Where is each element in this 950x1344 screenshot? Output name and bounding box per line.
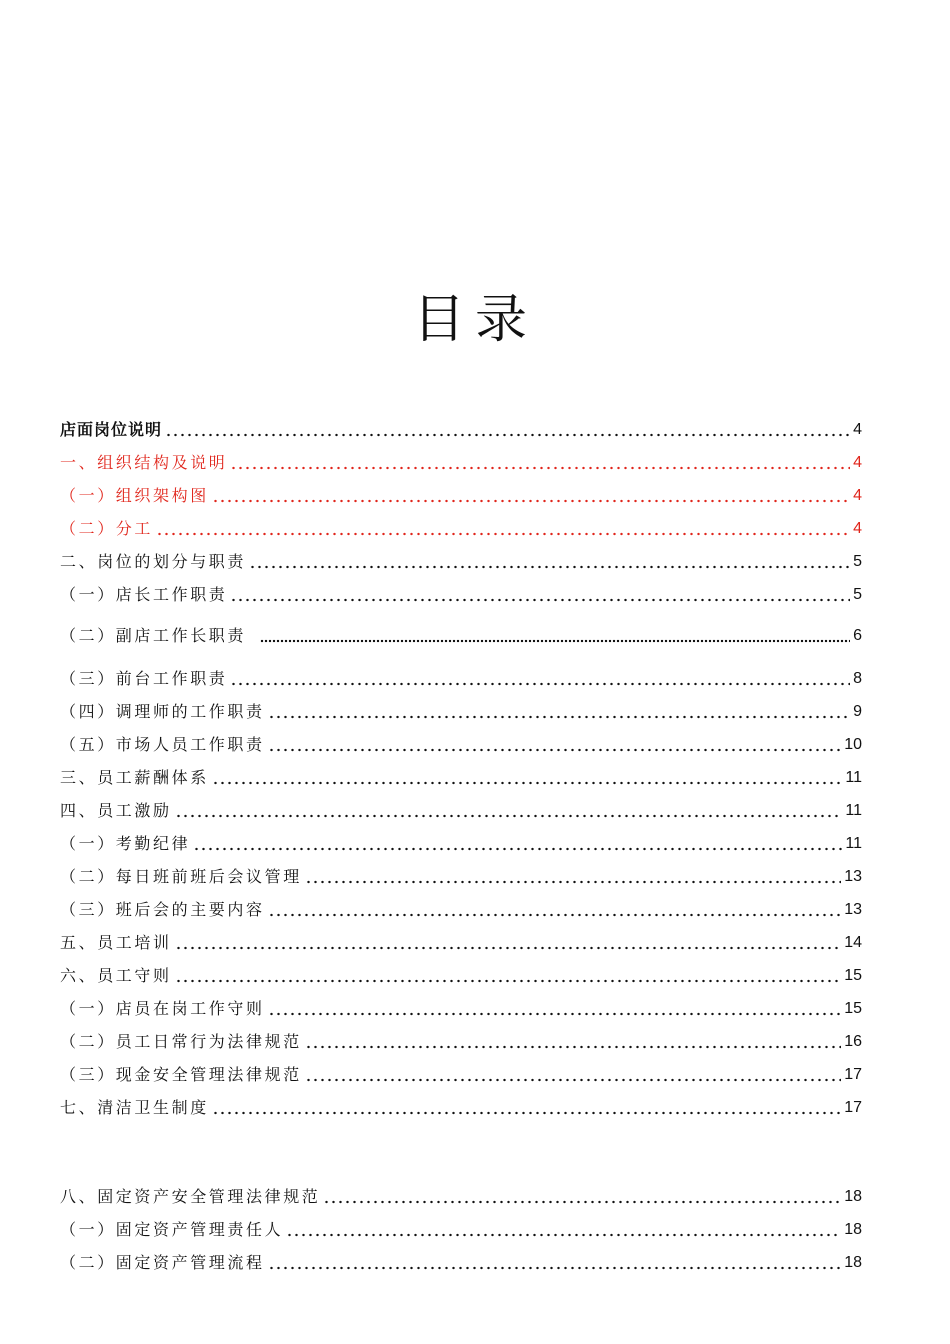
toc-entry-label: （五）市场人员工作职责 (60, 735, 265, 754)
toc-entry-page: 14 (844, 934, 862, 951)
toc-entry-label: （三）前台工作职责 (60, 669, 228, 688)
toc-entry-page: 4 (853, 454, 862, 471)
toc-entry-page: 15 (844, 967, 862, 984)
toc-leader-dots (175, 967, 842, 983)
toc-entry-label: （一）组织架构图 (60, 486, 209, 505)
toc-entry[interactable] (60, 961, 862, 987)
toc-leader-dots (193, 835, 842, 851)
toc-entry-page: 11 (845, 802, 862, 819)
toc-leader-dots (305, 1066, 841, 1082)
toc-entry-page: 10 (844, 736, 862, 753)
page-title: 目录 (412, 290, 537, 350)
toc-leader-dots (268, 703, 850, 719)
toc-entry-label: 三、员工薪酬体系 (60, 768, 209, 787)
toc-entry-label: （四）调理师的工作职责 (60, 702, 265, 721)
toc-entry[interactable] (60, 1060, 862, 1086)
toc-entry-page: 9 (853, 703, 862, 720)
toc-entry[interactable] (60, 1182, 862, 1208)
toc-leader-dots (212, 769, 843, 785)
toc-entry-label: 七、清洁卫生制度 (60, 1098, 209, 1117)
toc-entry[interactable] (60, 547, 862, 573)
toc-entry-label: 二、岗位的划分与职责 (60, 552, 247, 571)
toc-entry-label: （三）班后会的主要内容 (60, 900, 265, 919)
toc-entry[interactable] (60, 829, 862, 855)
toc-entry[interactable] (60, 448, 862, 474)
toc-entry-label: 四、员工激励 (60, 801, 172, 820)
toc-entry-page: 4 (853, 487, 862, 504)
toc-entry-label: （一）店长工作职责 (60, 585, 228, 604)
toc-entry-page: 15 (844, 1000, 862, 1017)
toc-leader-dots (175, 802, 843, 818)
toc-leader-dots (165, 421, 850, 437)
toc-entry[interactable] (60, 994, 862, 1020)
toc-leader-dots (230, 670, 850, 686)
toc-entry-label: （二）分工 (60, 519, 154, 538)
toc-entry[interactable] (60, 481, 862, 507)
toc-entry[interactable] (60, 1215, 862, 1241)
toc-entry[interactable] (60, 796, 862, 822)
toc-entry-label: （二）每日班前班后会议管理 (60, 867, 302, 886)
toc-entry[interactable] (60, 697, 862, 723)
toc-leader-dots (230, 454, 850, 470)
toc-entry-label: （三）现金安全管理法律规范 (60, 1065, 302, 1084)
toc-leader-dots (212, 1099, 841, 1115)
toc-entry-label: （二）员工日常行为法律规范 (60, 1032, 302, 1051)
toc-entry-label: （二）副店工作长职责 (60, 626, 247, 645)
toc-entry[interactable] (60, 895, 862, 921)
toc-leader-dots (249, 553, 850, 569)
toc-entry-page: 5 (853, 586, 862, 603)
toc-entry-page: 6 (853, 627, 862, 644)
toc-entry[interactable] (60, 862, 862, 888)
toc-entry-page: 18 (844, 1188, 862, 1205)
toc-leader-dots (156, 520, 850, 536)
toc-entry-page: 17 (844, 1099, 862, 1116)
toc-entry-label: 五、员工培训 (60, 933, 172, 952)
toc-leader-dots (212, 487, 850, 503)
toc-entry-page: 5 (853, 553, 862, 570)
toc-entry-page: 11 (845, 835, 862, 852)
toc-leader-dots (230, 586, 850, 602)
toc-entry[interactable] (60, 621, 862, 647)
toc-entry-label: （二）固定资产管理流程 (60, 1253, 265, 1272)
toc-entry-label: （一）考勤纪律 (60, 834, 191, 853)
toc-entry-page: 18 (844, 1254, 862, 1271)
toc-leader-dots (175, 934, 842, 950)
toc-leader-dots (260, 627, 850, 643)
toc-leader-dots (305, 868, 841, 884)
toc-leader-dots (305, 1033, 841, 1049)
toc-entry[interactable] (60, 580, 862, 606)
toc-entry-page: 17 (844, 1066, 862, 1083)
toc-leader-dots (268, 901, 842, 917)
toc-leader-dots (286, 1221, 841, 1237)
toc-entry[interactable] (60, 415, 862, 441)
toc-entry-page: 11 (845, 769, 862, 786)
toc-entry-label: 六、员工守则 (60, 966, 172, 985)
toc-entry-page: 18 (844, 1221, 862, 1238)
toc-entry-page: 4 (853, 520, 862, 537)
toc-entry[interactable] (60, 1093, 862, 1119)
toc-entry-page: 13 (844, 868, 862, 885)
toc-entry-label: （一）固定资产管理责任人 (60, 1220, 284, 1239)
toc-entry-page: 4 (853, 421, 862, 438)
toc-entry[interactable] (60, 1027, 862, 1053)
toc-entry[interactable] (60, 514, 862, 540)
toc-entry[interactable] (60, 730, 862, 756)
toc-leader-dots (323, 1188, 841, 1204)
toc-entry[interactable] (60, 928, 862, 954)
toc-entry[interactable] (60, 664, 862, 690)
toc-entry-page: 13 (844, 901, 862, 918)
toc-entry-page: 8 (853, 670, 862, 687)
toc-entry-label: 店面岗位说明 (60, 420, 163, 439)
toc-leader-dots (268, 736, 842, 752)
toc-entry-label: 八、固定资产安全管理法律规范 (60, 1187, 321, 1206)
toc-entry-label: （一）店员在岗工作守则 (60, 999, 265, 1018)
toc-entry-label: 一、组织结构及说明 (60, 453, 228, 472)
toc-entry-page: 16 (844, 1033, 862, 1050)
toc-leader-dots (268, 1000, 842, 1016)
toc-entry[interactable] (60, 1248, 862, 1274)
toc-leader-dots (268, 1254, 842, 1270)
toc-entry[interactable] (60, 763, 862, 789)
